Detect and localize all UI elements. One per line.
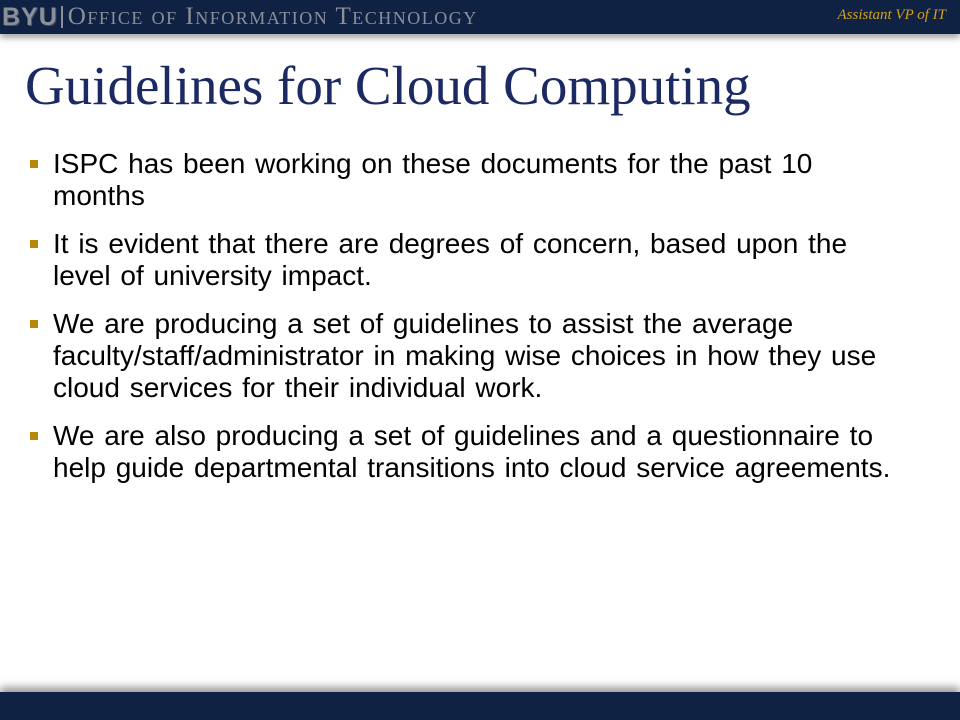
- bullet-text: We are producing a set of guidelines to assist the average faculty/staff/administrator in making wise choices in how they use cloud services for their individual work.: [53, 308, 877, 403]
- bullet-item: [30, 308, 910, 404]
- header-bar: [0, 0, 960, 34]
- footer-bar: [0, 692, 960, 720]
- bullet-item: [30, 420, 910, 484]
- bullet-item: [30, 228, 910, 292]
- square-bullet-icon: [30, 432, 38, 440]
- bullet-list: [30, 148, 910, 500]
- logo-mark: BYU: [2, 3, 58, 31]
- bullet-text: We are also producing a set of guidelines and a questionnaire to help guide departmental transitions into cloud service agreements.: [53, 420, 891, 483]
- bullet-text: ISPC has been working on these documents for the past 10 months: [53, 148, 813, 211]
- square-bullet-icon: [30, 160, 38, 168]
- logo-divider: [61, 6, 63, 28]
- slide-title: Guidelines for Cloud Computing: [25, 55, 751, 116]
- square-bullet-icon: [30, 240, 38, 248]
- logo-text: Office of Information Technology: [67, 3, 478, 30]
- bullet-item: [30, 148, 910, 212]
- header-role-label: Assistant VP of IT: [837, 7, 946, 23]
- bullet-text: It is evident that there are degrees of concern, based upon the level of university impact.: [53, 228, 848, 291]
- square-bullet-icon: [30, 320, 38, 328]
- byu-oit-logo: [2, 4, 478, 30]
